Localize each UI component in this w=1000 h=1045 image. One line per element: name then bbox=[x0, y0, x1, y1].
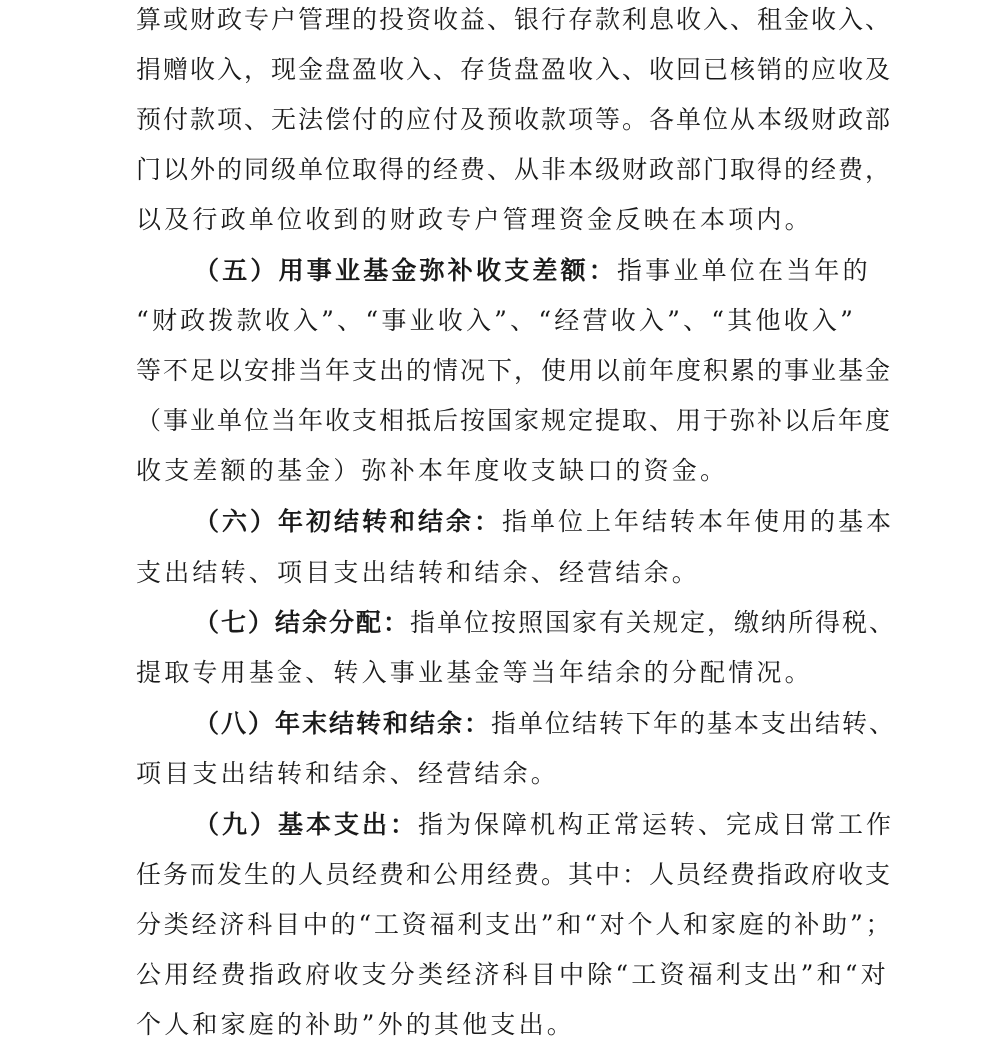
text-line: 分类经济科目中的“工资福利支出”和“对个人和家庭的补助”； bbox=[136, 910, 894, 939]
text-line bbox=[194, 805, 894, 845]
text-line: 收支差额的基金）弥补本年度收支缺口的资金。 bbox=[136, 456, 729, 485]
term-definition: 指为保障机构正常运转、完成日常工作 bbox=[418, 810, 895, 839]
text-line bbox=[194, 502, 894, 542]
text-line: 支出结转、项目支出结转和结余、经营结余。 bbox=[136, 558, 701, 587]
term-heading: （九）基本支出： bbox=[194, 810, 419, 839]
text-line: 个人和家庭的补助”外的其他支出。 bbox=[136, 1010, 575, 1039]
text-line bbox=[194, 251, 871, 291]
text-line: 项目支出结转和结余、经营结余。 bbox=[136, 759, 560, 788]
term-heading: （五）用事业基金弥补收支差额： bbox=[194, 256, 618, 285]
term-heading: （六）年初结转和结余： bbox=[194, 507, 503, 536]
text-line: 公用经费指政府收支分类经济科目中除“工资福利支出”和“对 bbox=[136, 960, 889, 989]
text-line: “财政拨款收入”、“事业收入”、“经营收入”、“其他收入” bbox=[136, 306, 857, 335]
term-definition: 指单位上年结转本年使用的基本 bbox=[502, 507, 895, 536]
text-line: 任务而发生的人员经费和公用经费。其中：人员经费指政府收支 bbox=[136, 860, 893, 889]
text-line: （事业单位当年收支相抵后按国家规定提取、用于弥补以后年度 bbox=[136, 406, 893, 435]
text-line: 算或财政专户管理的投资收益、银行存款利息收入、租金收入、 bbox=[136, 5, 893, 34]
term-definition: 指单位按照国家有关规定，缴纳所得税、 bbox=[410, 608, 897, 637]
term-definition: 指事业单位在当年的 bbox=[617, 256, 871, 285]
text-line bbox=[194, 704, 896, 744]
text-line bbox=[194, 603, 896, 643]
text-line: 以及行政单位收到的财政专户管理资金反映在本项内。 bbox=[136, 205, 813, 234]
text-line: 门以外的同级单位取得的经费、从非本级财政部门取得的经费， bbox=[136, 155, 893, 184]
term-definition: 指单位结转下年的基本支出结转、 bbox=[491, 709, 897, 738]
text-line: 等不足以安排当年支出的情况下，使用以前年度积累的事业基金 bbox=[136, 356, 893, 385]
text-line: 预付款项、无法偿付的应付及预收款项等。各单位从本级财政部 bbox=[136, 105, 893, 134]
text-line: 提取专用基金、转入事业基金等当年结余的分配情况。 bbox=[136, 658, 813, 687]
term-heading: （七）结余分配： bbox=[194, 608, 411, 637]
term-heading: （八）年末结转和结余： bbox=[194, 709, 492, 738]
text-line: 捐赠收入，现金盘盈收入、存货盘盈收入、收回已核销的应收及 bbox=[136, 55, 893, 84]
